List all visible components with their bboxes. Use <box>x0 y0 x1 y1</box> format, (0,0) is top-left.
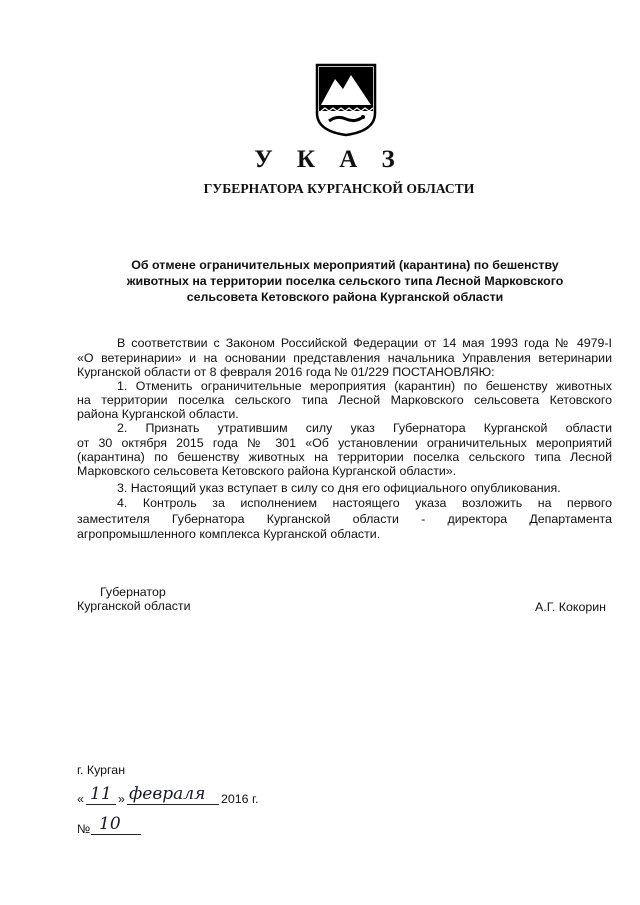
heading-line: сельсовета Кетовского района Курганской области <box>186 290 504 304</box>
document-subtitle: ГУБЕРНАТОРА КУРГАНСКОЙ ОБЛАСТИ <box>203 181 475 196</box>
date-close-quote: » <box>118 792 125 806</box>
number-handwritten: 10 <box>99 814 121 834</box>
signature-position-line: Курганской области <box>77 599 191 613</box>
coat-of-arms-emblem <box>313 61 379 137</box>
body-line: Курганской области от 8 февраля 2016 года № 01/229 ПОСТАНОВЛЯЮ: <box>77 365 495 379</box>
body-line: Марковского сельсовета Кетовского района Курганской области». <box>77 464 457 478</box>
heading-line: животных на территории поселка сельского типа Лесной Марковского <box>126 274 564 288</box>
body-line: В соответствии с Законом Российской Федерации от 14 мая 1993 года № 4979-I <box>117 336 612 350</box>
body-line: 3. Настоящий указ вступает в силу со дня его официального опубликования. <box>117 481 561 495</box>
date-year: 2016 г. <box>221 792 259 806</box>
document-heading <box>110 257 580 305</box>
body-line: «О ветеринарии» и на основании представления начальника Управления ветеринарии <box>77 351 612 365</box>
signature-name: А.Г. Кокорин <box>535 600 607 614</box>
body-line: агропромышленного комплекса Курганской области. <box>77 527 381 541</box>
date-day-handwritten: 11 <box>90 784 112 804</box>
signature-position-line: Губернатор <box>100 585 166 599</box>
number-label: № <box>77 822 91 836</box>
date-open-quote: « <box>77 792 84 806</box>
document-title: У К А З <box>254 146 404 173</box>
body-line: 1. Отменить ограничительные мероприятия (карантин) по бешенству животных <box>117 379 612 393</box>
body-line: 2. Признать утратившим силу указ Губернатора Курганской области <box>117 421 612 435</box>
date-day-field <box>86 786 116 805</box>
heading-line: Об отмене ограничительных мероприятий (карантина) по бешенству <box>131 258 559 272</box>
body-line: (карантина) по бешенству животных на территории поселка сельского типа Лесной <box>77 450 612 464</box>
body-line: на территории поселка сельского типа Лесной Марковского сельсовета Кетовского <box>77 393 612 407</box>
body-line: 4. Контроль за исполнением настоящего указа возложить на первого <box>117 496 612 510</box>
body-line: района Курганской области. <box>77 407 239 421</box>
city-label: г. Курган <box>77 763 126 777</box>
date-line <box>77 786 297 808</box>
body-line: от 30 октября 2015 года № 301 «Об установлении ограничительных мероприятий <box>77 436 612 450</box>
date-month-field <box>127 786 219 805</box>
number-line <box>77 814 157 836</box>
body-line: заместителя Губернатора Курганской области - директора Департамента <box>77 512 612 526</box>
date-month-handwritten: февраля <box>129 784 206 804</box>
number-field <box>91 814 141 835</box>
